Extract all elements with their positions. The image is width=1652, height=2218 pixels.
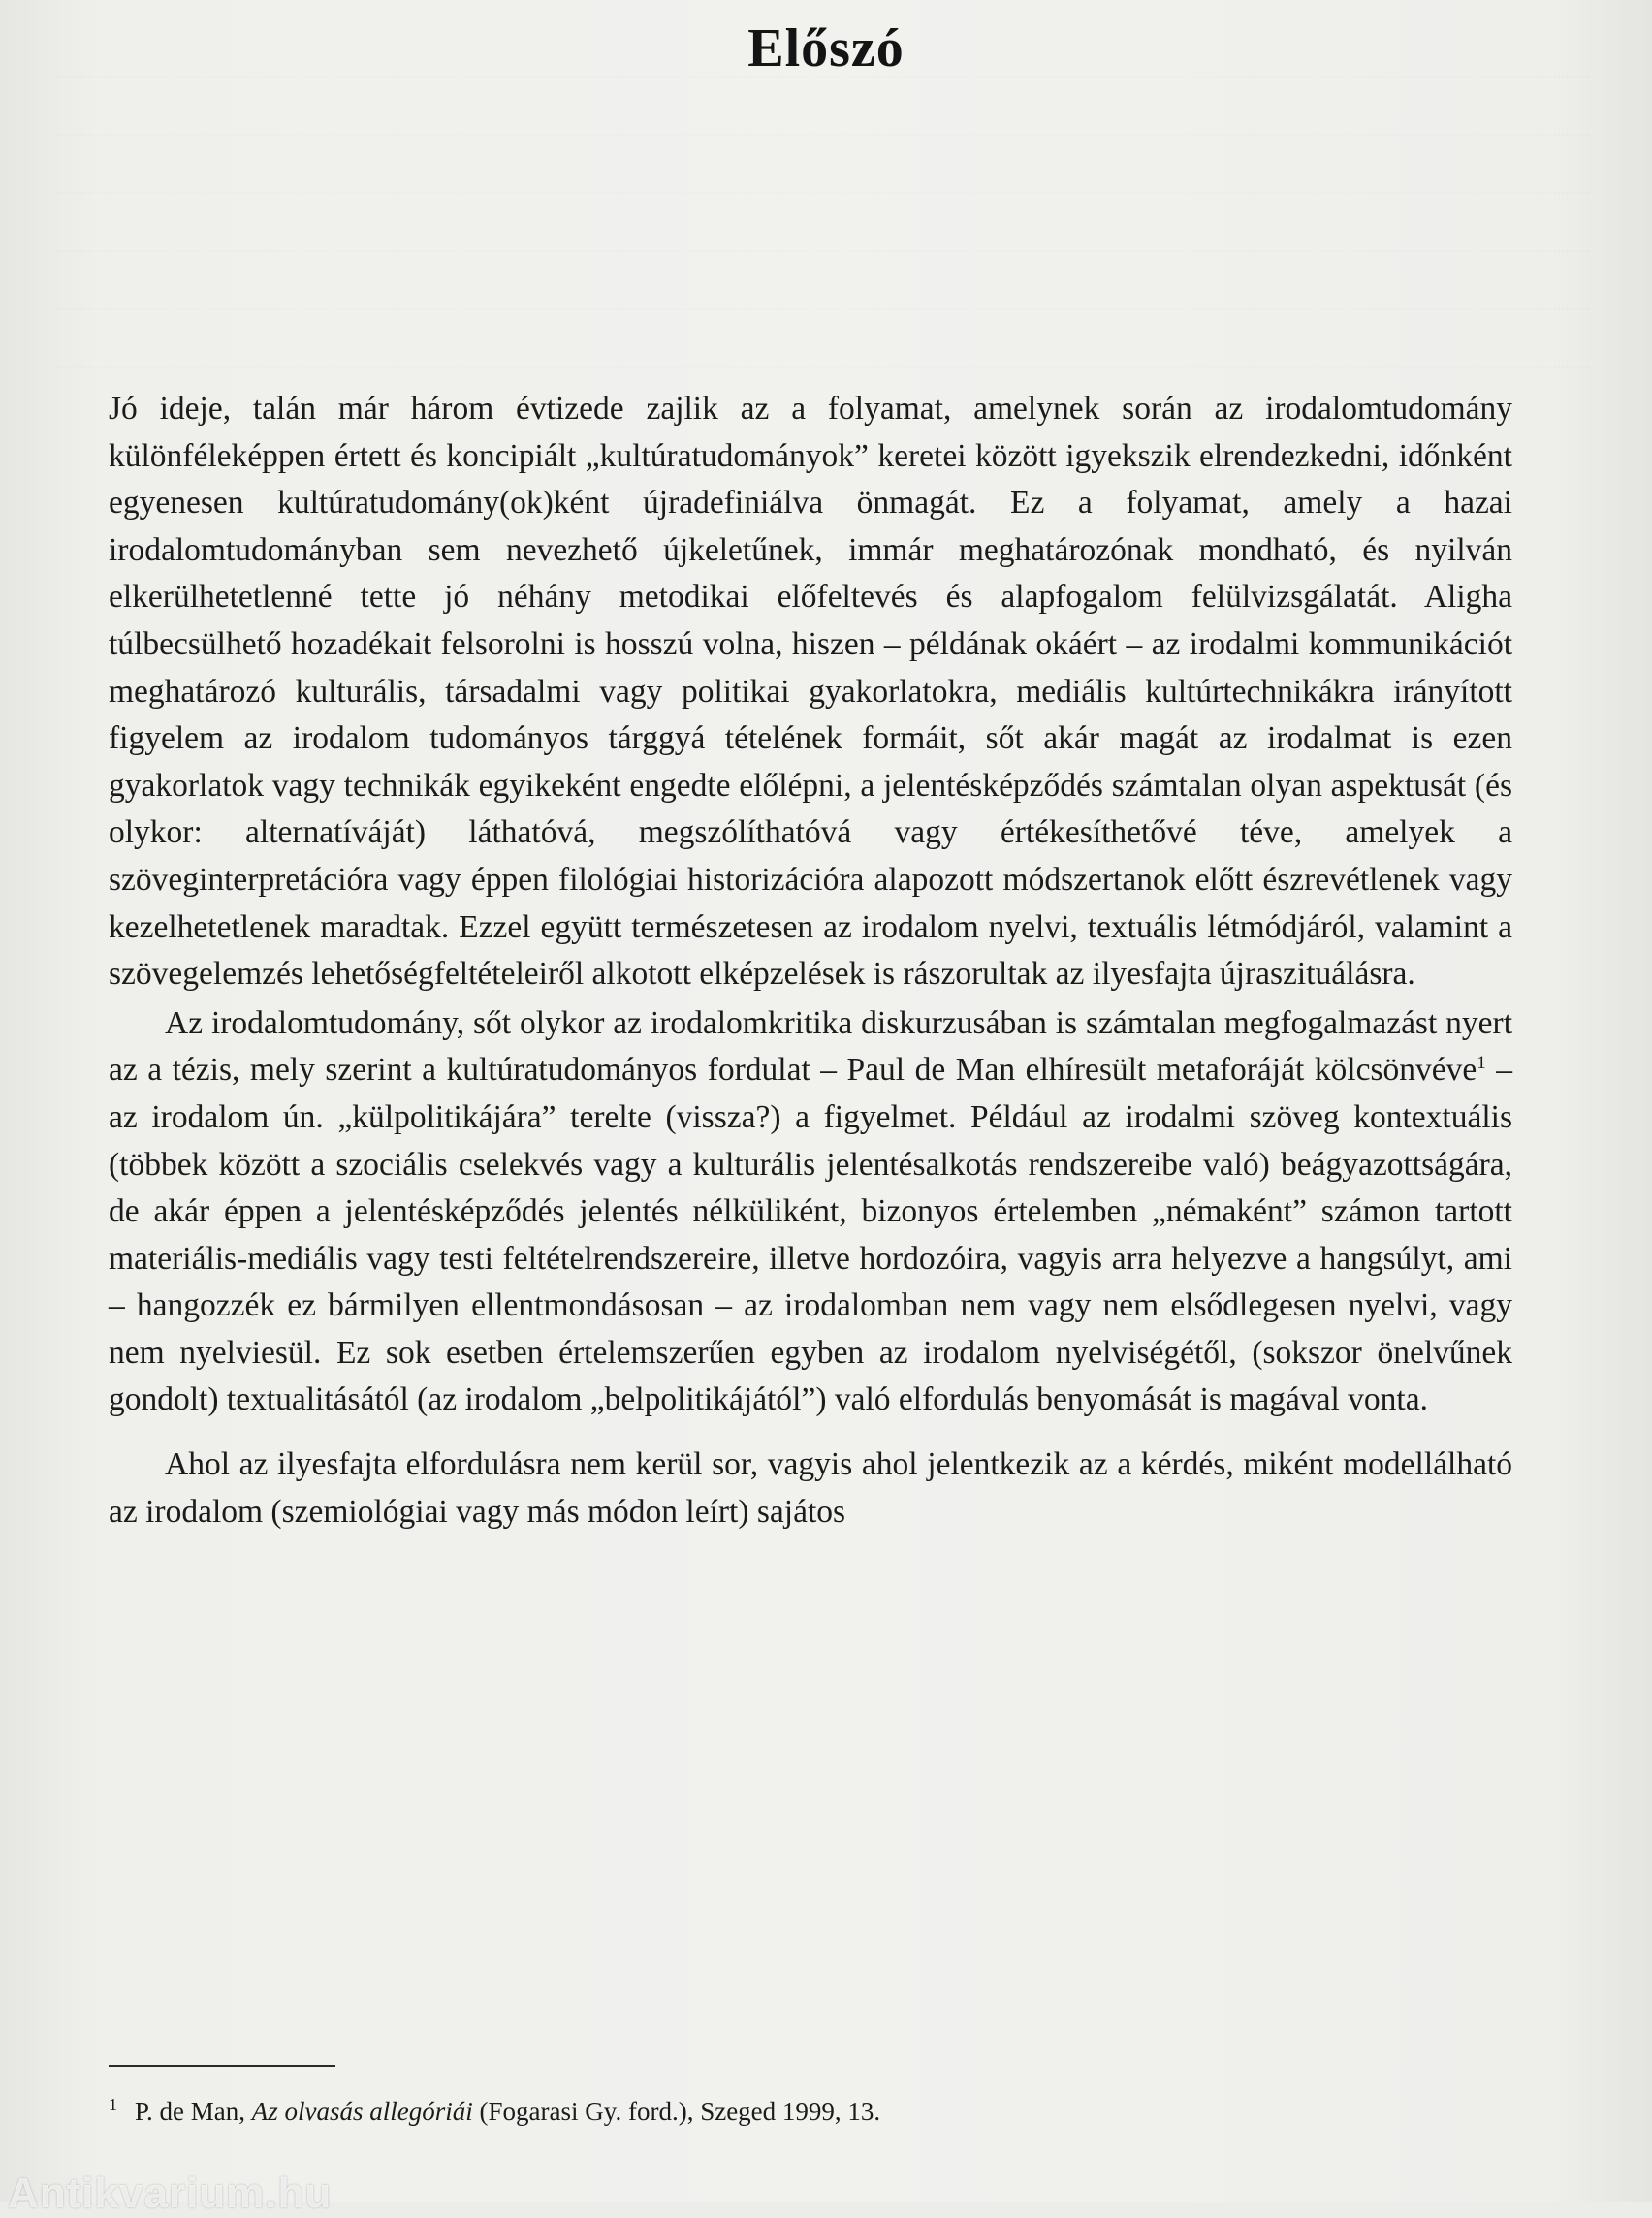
watermark: Antikvarium.hu — [8, 2170, 333, 2217]
paragraph-3: Ahol az ilyesfajta elfordulásra nem kerül sor, vagyis ahol jelentkezik az a kérdés, miként modellálható az irodalom (szemiológiai vagy más módon leírt) sajátos — [109, 1446, 1512, 1530]
footnote — [109, 2094, 1512, 2129]
footnote-details: (Fogarasi Gy. ford.), Szeged 1999, 13. — [472, 2097, 881, 2126]
footnote-divider — [109, 2065, 335, 2067]
footnote-book-title: Az olvasás allegóriái — [251, 2097, 473, 2126]
page-title: Előszó — [747, 18, 905, 79]
paragraph-2-part-1: Az irodalomtudomány, sőt olykor az irodalomkritika diskurzusában is számtalan megfogalmazást nyert az a tézis, mely szerint a kultúratudományos fordulat – Paul de Man elhíresült metaforáját kölcsönvéve — [109, 1004, 1512, 1089]
paragraph-1: Jó ideje, talán már három évtizede zajlik az a folyamat, amelynek során az irodalomtudomány különféleképpen értett és koncipiált „kultúratudományok” keretei között igyekszik elrendezkedni, időnként egyenesen kultúratudomány(ok)ként újradefiniálva önmagát. Ez a folyamat, amely a hazai irodalomtudományban sem nevezhető újkeletűnek, immár meghatározónak mondható, és nyilván elkerülhetetlenné tette jó néhány metodikai előfeltevés és alapfogalom felülvizsgálatát. Aligha túlbecsülhető hozadékait felsorolni is hosszú volna, hiszen – példának okáért – az irodalmi kommunikációt meghatározó kulturális, társadalmi vagy politikai gyakorlatokra, mediális kultúrtechnikákra irányított figyelem az irodalom tudományos tárggyá tételének formáit, sőt akár magát az irodalmat is ezen gyakorlatok vagy technikák egyikeként engedte előlépni, a jelentésképződés számtalan olyan aspektusát (és olykor: alternatíváját) láthatóvá, megszólíthatóvá vagy értékesíthetővé téve, amelyek a szöveginterpretációra vagy éppen filológiai historizációra alapozott módszertanok előtt észrevétlenek vagy kezelhetetlenek maradtak. Ezzel együtt természetesen az irodalom nyelvi, textuális létmódjáról, valamint a szövegelemzés lehetőségfeltételeiről alkotott elképzelések is rászorultak az ilyesfajta újraszituálásra. — [109, 391, 1512, 993]
paragraph-2 — [109, 1000, 1512, 1424]
body-text — [109, 386, 1512, 1536]
footnote-mark: 1 — [109, 2095, 117, 2114]
footnote-author: P. de Man, — [135, 2097, 252, 2126]
footnote-reference: 1 — [1477, 1053, 1486, 1074]
paragraph-2-part-2: – az irodalom ún. „külpolitikájára” terelte (vissza?) a figyelmet. Például az irodalmi szöveg kontextuális (többek között a szociális cselekvés vagy a kulturális jelentésalkotás rendszereibe való) beágyazottságára, de akár éppen a jelentésképződés jelentés nélküliként, bizonyos értelemben „némaként” számon tartott materiális-mediális vagy testi feltételrendszereire, illetve hordozóira, vagyis arra helyezve a hangsúlyt, ami – hangozzék ez bármilyen ellentmondásosan – az irodalomban nem vagy nem elsődlegesen nyelvi, vagy nem nyelviesül. Ez sok esetben értelemszerűen egyben az irodalom nyelviségétől, (sokszor önelvűnek gondolt) textualitásától (az irodalom „belpolitikájától”) való elfordulás benyomását is magával vonta. — [109, 1052, 1513, 1418]
